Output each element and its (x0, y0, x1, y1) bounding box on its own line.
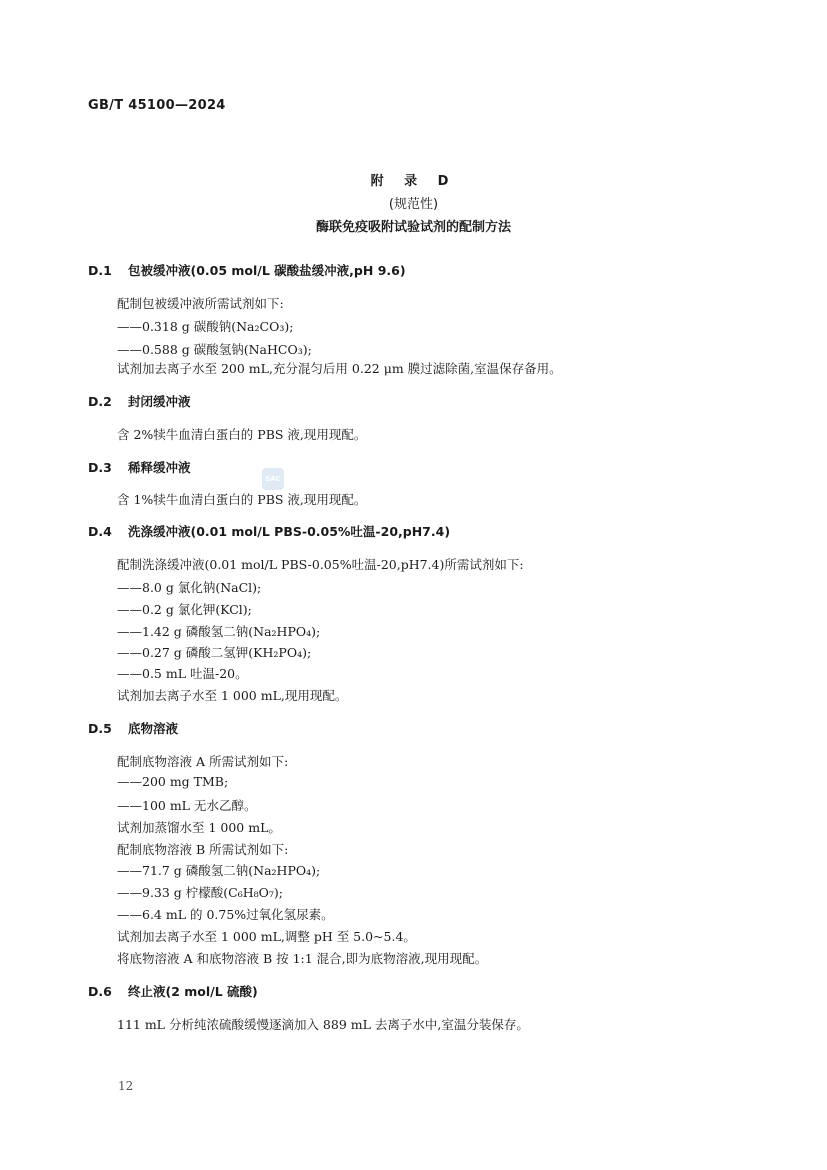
reagent-item: ——0.588 g 碳酸氢钠(NaHCO₃); (117, 342, 312, 357)
section-title: 终止液(2 mol/L 硫酸) (128, 984, 258, 999)
section-d5-final: 将底物溶液 A 和底物溶液 B 按 1:1 混合,即为底物溶液,现用现配。 (117, 951, 488, 966)
reagent-item: ——0.318 g 碳酸钠(Na₂CO₃); (117, 319, 294, 334)
section-title: 底物溶液 (128, 721, 179, 736)
sac-watermark-logo: SAC (262, 468, 284, 490)
reagent-item: ——200 mg TMB; (117, 774, 229, 789)
page-number: 12 (118, 1079, 134, 1093)
section-d4-outro: 试剂加去离子水至 1 000 mL,现用现配。 (117, 688, 348, 703)
annex-type: (规范性) (388, 197, 439, 212)
section-d1-intro: 配制包被缓冲液所需试剂如下: (117, 296, 284, 311)
section-d5-intro-a: 配制底物溶液 A 所需试剂如下: (117, 754, 289, 769)
annex-title: 附 录 D (370, 174, 457, 189)
section-d2-text: 含 2%犊牛血清白蛋白的 PBS 液,现用现配。 (117, 427, 367, 442)
section-d5-intro-b: 配制底物溶液 B 所需试剂如下: (117, 842, 289, 857)
section-d3-text: 含 1%犊牛血清白蛋白的 PBS 液,现用现配。 (117, 492, 367, 507)
section-number: D.1 (88, 263, 112, 278)
section-number: D.6 (88, 984, 112, 999)
reagent-item: ——6.4 mL 的 0.75%过氧化氢尿素。 (117, 907, 334, 922)
section-d5-outro-b: 试剂加去离子水至 1 000 mL,调整 pH 至 5.0~5.4。 (117, 929, 416, 944)
reagent-item: ——0.2 g 氯化钾(KCl); (117, 602, 252, 617)
section-d2-heading (88, 392, 191, 410)
reagent-item: ——71.7 g 磷酸氢二钠(Na₂HPO₄); (117, 863, 321, 878)
reagent-item: ——9.33 g 柠檬酸(C₆H₈O₇); (117, 885, 283, 900)
annex-name: 酶联免疫吸附试验试剂的配制方法 (315, 220, 511, 235)
section-d6-heading (88, 982, 258, 1000)
section-d4-intro: 配制洗涤缓冲液(0.01 mol/L PBS-0.05%吐温-20,pH7.4)所需试剂如下: (117, 557, 524, 572)
section-d1-outro: 试剂加去离子水至 200 mL,充分混匀后用 0.22 μm 膜过滤除菌,室温保存备用。 (117, 361, 562, 376)
reagent-item: ——0.5 mL 吐温-20。 (117, 666, 248, 681)
section-d3-heading (88, 458, 191, 476)
reagent-item: ——0.27 g 磷酸二氢钾(KH₂PO₄); (117, 645, 312, 660)
section-d6-text: 111 mL 分析纯浓硫酸缓慢逐滴加入 889 mL 去离子水中,室温分装保存。 (117, 1017, 529, 1032)
section-number: D.2 (88, 394, 112, 409)
section-title: 包被缓冲液(0.05 mol/L 碳酸盐缓冲液,pH 9.6) (128, 263, 406, 278)
section-d4-heading (88, 522, 450, 540)
section-number: D.3 (88, 460, 112, 475)
standard-code: GB/T 45100—2024 (88, 98, 226, 113)
reagent-item: ——8.0 g 氯化钠(NaCl); (117, 580, 262, 595)
section-number: D.4 (88, 524, 112, 539)
section-d1-heading (88, 261, 406, 279)
section-title: 稀释缓冲液 (128, 460, 191, 475)
reagent-item: ——100 mL 无水乙醇。 (117, 798, 257, 813)
section-number: D.5 (88, 721, 112, 736)
section-d5-outro-a: 试剂加蒸馏水至 1 000 mL。 (117, 820, 281, 835)
section-d5-heading (88, 719, 178, 737)
section-title: 洗涤缓冲液(0.01 mol/L PBS-0.05%吐温-20,pH7.4) (128, 524, 451, 539)
reagent-item: ——1.42 g 磷酸氢二钠(Na₂HPO₄); (117, 624, 321, 639)
section-title: 封闭缓冲液 (128, 394, 191, 409)
